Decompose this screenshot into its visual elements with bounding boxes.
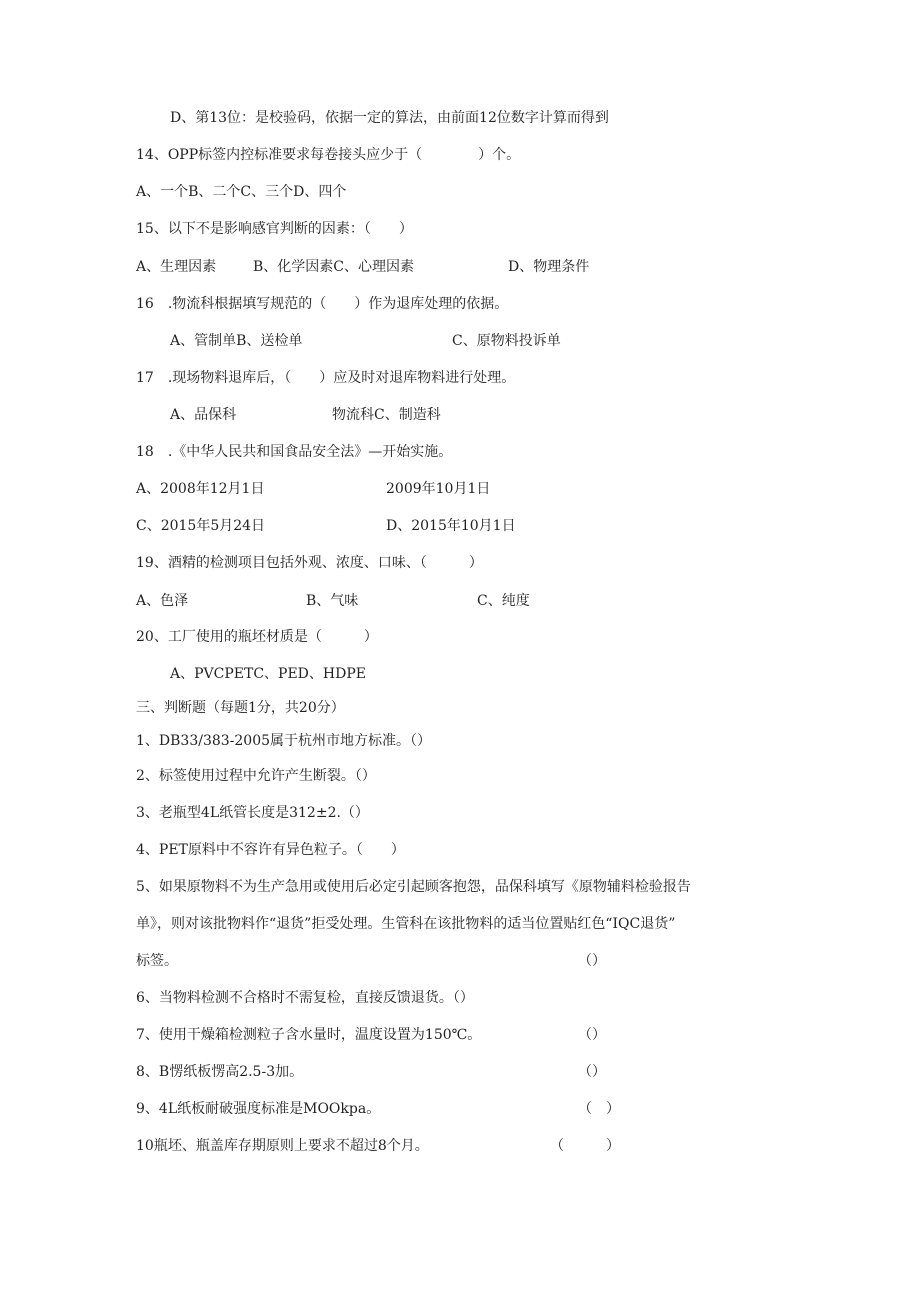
- judge-item-3: 3、老瓶型4L纸管长度是312±2.（）: [136, 805, 369, 821]
- judge-item-9-answer-paren: （ ）: [578, 1101, 620, 1117]
- q15-option-d: D、物理条件: [508, 259, 590, 275]
- judge-item-5-line2: 单》，则对该批物料作“退货”拒受处理。生管科在该批物料的适当位置贴红色“IQC退货”: [136, 916, 676, 932]
- q15-option-bc: B、化学因素C、心理因素: [253, 259, 414, 275]
- q19-option-b: B、气味: [306, 593, 359, 609]
- q18-question: 18 .《中华人民共和国食品安全法》—开始实施。: [136, 444, 453, 460]
- q19-question: 19、酒精的检测项目包括外观、浓度、口味、（ ）: [136, 555, 483, 571]
- q17-question: 17 .现场物料退库后，（ ）应及时对退库物料进行处理。: [136, 370, 516, 386]
- q14-question: 14、OPP标签内控标准要求每卷接头应少于（ ）个。: [136, 147, 521, 163]
- q18-option-b: 2009年10月1日: [386, 481, 491, 497]
- judge-item-7-answer-paren: （）: [578, 1027, 606, 1043]
- q18-option-c: C、2015年5月24日: [136, 518, 266, 534]
- judge-item-5-line3: 标签。: [136, 953, 178, 969]
- q20-options: A、PVCPETC、PED、HDPE: [170, 666, 366, 682]
- judge-item-10: 10瓶坯、瓶盖库存期原则上要求不超过8个月。: [136, 1138, 429, 1154]
- q18-option-d: D、2015年10月1日: [386, 518, 516, 534]
- q13-option-d: D、第13位：是校验码，依据一定的算法，由前面12位数字计算而得到: [170, 110, 609, 126]
- judge-item-5-line1: 5、如果原物料不为生产急用或使用后必定引起顾客抱怨，品保科填写《原物辅料检验报告: [136, 879, 691, 895]
- q19-option-c: C、纯度: [477, 593, 530, 609]
- judge-item-8: 8、B愣纸板愣高2.5-3加。: [136, 1064, 304, 1080]
- q19-option-a: A、色泽: [136, 593, 189, 609]
- q17-option-a: A、品保科: [170, 407, 237, 423]
- judge-item-4: 4、PET原料中不容许有异色粒子。（ ）: [136, 842, 405, 858]
- q17-option-bc: 物流科C、制造科: [332, 407, 441, 423]
- judge-item-6: 6、当物料检测不合格时不需复检，直接反馈退货。（）: [136, 990, 474, 1006]
- q15-question: 15、以下不是影响感官判断的因素：（ ）: [136, 221, 413, 237]
- judge-item-8-answer-paren: （）: [578, 1064, 606, 1080]
- judge-item-5-answer-paren: （）: [578, 953, 606, 969]
- q15-option-a: A、生理因素: [136, 259, 217, 275]
- judge-item-7: 7、使用干燥箱检测粒子含水量时，温度设置为150℃。: [136, 1027, 482, 1043]
- q20-question: 20、工厂使用的瓶坯材质是（ ）: [136, 629, 378, 645]
- q14-options: A、一个B、二个C、三个D、四个: [136, 184, 347, 200]
- q16-option-ab: A、管制单B、送检单: [170, 333, 303, 349]
- judge-item-9: 9、4L纸板耐破强度标准是MOOkpa。: [136, 1101, 381, 1117]
- judge-item-1: 1、DB33/383-2005属于杭州市地方标准。（）: [136, 733, 432, 749]
- q18-option-a: A、2008年12月1日: [136, 481, 265, 497]
- section3-heading: 三、判断题（每题1分，共20分）: [136, 700, 345, 716]
- q16-option-c: C、原物料投诉单: [452, 333, 561, 349]
- q16-question: 16 .物流科根据填写规范的（ ）作为退库处理的依据。: [136, 296, 509, 312]
- judge-item-2: 2、标签使用过程中允许产生断裂。（）: [136, 768, 376, 784]
- judge-item-10-answer-paren: （ ）: [550, 1138, 620, 1154]
